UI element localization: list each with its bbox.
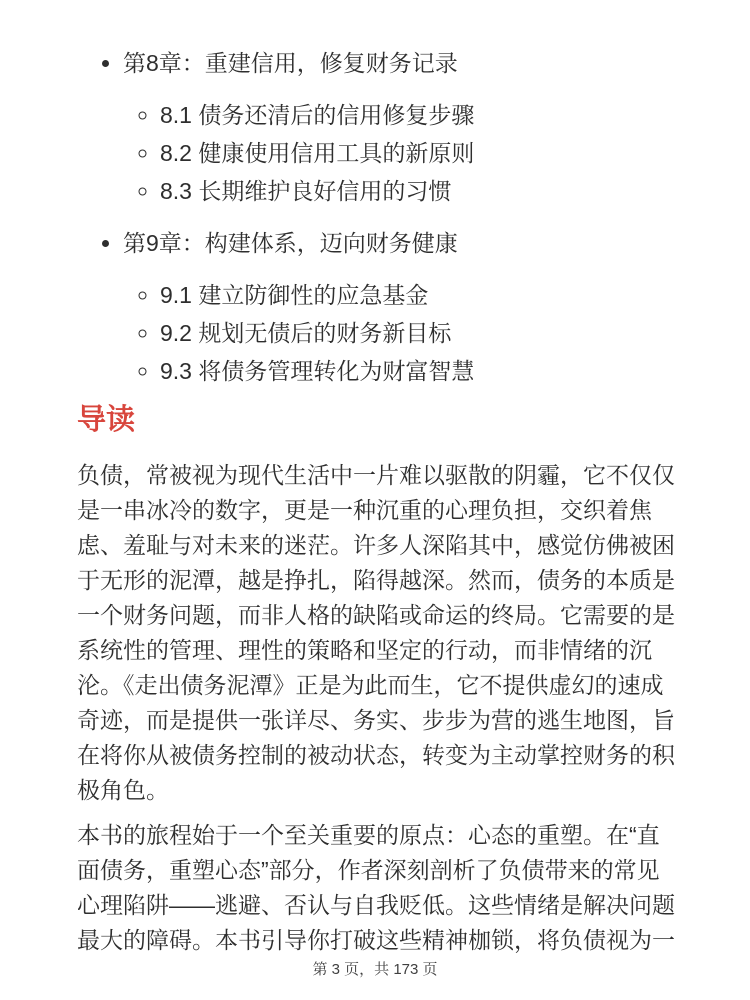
toc-section-label: 9.3 将债务管理转化为财富智慧 <box>160 358 475 384</box>
toc-section <box>160 276 677 314</box>
table-of-contents <box>77 44 677 390</box>
toc-section-label: 9.2 规划无债后的财务新目标 <box>160 320 452 346</box>
toc-chapter-8-sections <box>123 96 677 210</box>
toc-chapter-8 <box>123 44 677 210</box>
toc-chapter-9 <box>123 224 677 390</box>
intro-paragraph-2: 本书的旅程始于一个至关重要的原点：心态的重塑。在“直面债务，重塑心态”部分，作者深刻剖析了负债带来的常见心理陷阱——逃避、否认与自我贬低。这些情绪是解决问题最大的障碍。本书引导你打破这些精神枷锁，将负债视为一 <box>77 822 675 953</box>
toc-section <box>160 352 677 390</box>
toc-section-label: 8.3 长期维护良好信用的习惯 <box>160 178 452 204</box>
toc-section <box>160 96 677 134</box>
toc-section <box>160 172 677 210</box>
toc-section <box>160 314 677 352</box>
toc-section-label: 8.2 健康使用信用工具的新原则 <box>160 140 475 166</box>
toc-chapter-title: 第9章：构建体系，迈向财务健康 <box>123 230 458 256</box>
toc-section-label: 8.1 债务还清后的信用修复步骤 <box>160 102 475 128</box>
page-indicator: 第 3 页，共 173 页 <box>312 961 438 978</box>
intro-heading: 导读 <box>77 404 136 436</box>
toc-section-label: 9.1 建立防御性的应急基金 <box>160 282 429 308</box>
toc-section <box>160 134 677 172</box>
toc-chapter-9-sections <box>123 276 677 390</box>
intro-paragraph-1: 负债，常被视为现代生活中一片难以驱散的阴霾，它不仅仅是一串冰冷的数字，更是一种沉重的心理负担，交织着焦虑、羞耻与对未来的迷茫。许多人深陷其中，感觉仿佛被困于无形的泥潭，越是挣扎，陷得越深。然而，债务的本质是一个财务问题，而非人格的缺陷或命运的终局。它需要的是系统性的管理、理性的策略和坚定的行动，而非情绪的沉沦。《走出债务泥潭》正是为此而生，它不提供虚幻的速成奇迹，而是提供一张详尽、务实、步步为营的逃生地图，旨在将你从被债务控制的被动状态，转变为主动掌控财务的积极角色。 <box>77 462 675 803</box>
page-footer <box>0 958 750 979</box>
toc-chapter-title: 第8章：重建信用，修复财务记录 <box>123 50 458 76</box>
